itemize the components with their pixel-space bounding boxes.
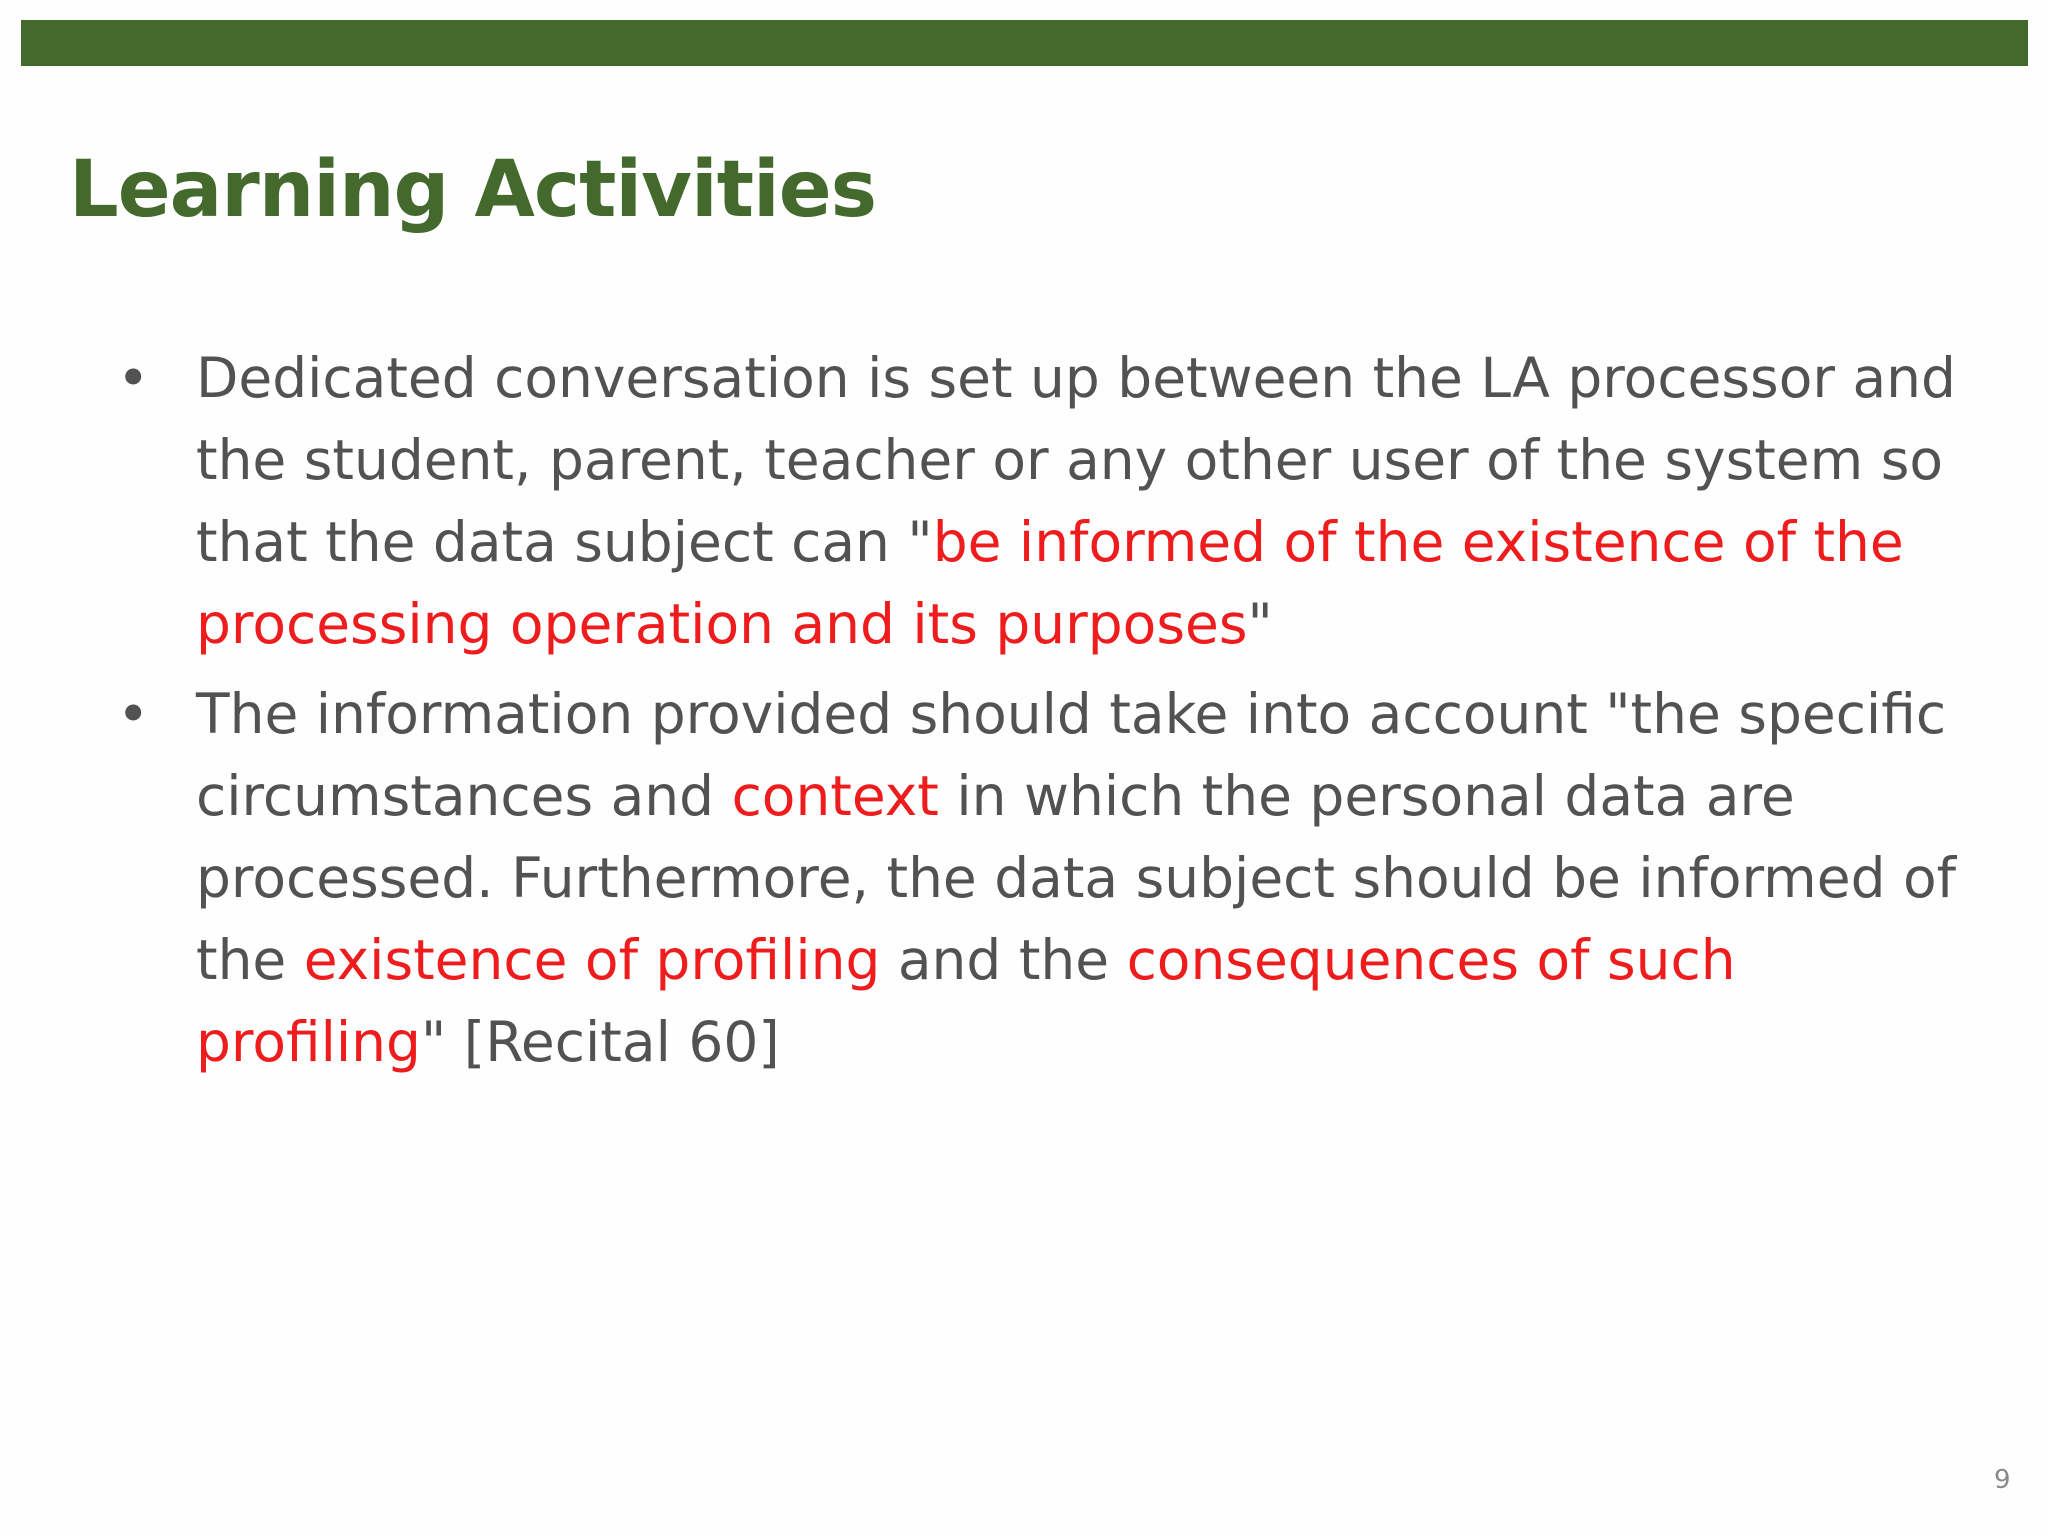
text-run: in which the personal data are bbox=[938, 764, 1795, 828]
bullet-dot-icon: • bbox=[117, 682, 150, 746]
bullet-line bbox=[196, 919, 1996, 1001]
page-number: 9 bbox=[1994, 1465, 2011, 1495]
bullet-dot-icon: • bbox=[117, 346, 150, 410]
bullet-line bbox=[196, 583, 1996, 665]
text-run: and the bbox=[880, 928, 1127, 992]
text-run: " bbox=[1247, 592, 1273, 656]
text-run: that the data subject can " bbox=[196, 510, 933, 574]
bullet-line bbox=[196, 419, 1996, 501]
bullet-line bbox=[196, 501, 1996, 583]
highlighted-text: be informed of the existence of the bbox=[932, 510, 1904, 574]
bullet-line bbox=[196, 673, 1996, 755]
bullet-list bbox=[0, 337, 2048, 1091]
text-run: circumstances and bbox=[196, 764, 732, 828]
bullet-item bbox=[0, 337, 1996, 665]
bullet-line bbox=[196, 337, 1996, 419]
text-run: Dedicated conversation is set up between the LA processor and bbox=[196, 346, 1956, 410]
bullet-line bbox=[196, 755, 1996, 837]
highlighted-text: consequences of such bbox=[1126, 928, 1736, 992]
highlighted-text: existence of profiling bbox=[303, 928, 881, 992]
highlighted-text: profiling bbox=[196, 1010, 421, 1074]
top-accent-bar bbox=[21, 20, 2028, 66]
text-run: " [Recital 60] bbox=[420, 1010, 780, 1074]
bullet-line bbox=[196, 837, 1996, 919]
text-run: the bbox=[196, 928, 304, 992]
text-run: the student, parent, teacher or any other user of the system so bbox=[196, 428, 1944, 492]
bullet-item bbox=[0, 673, 1996, 1083]
bullet-line bbox=[196, 1001, 1996, 1083]
highlighted-text: context bbox=[731, 764, 939, 828]
highlighted-text: processing operation and its purposes bbox=[196, 592, 1248, 656]
text-run: processed. Furthermore, the data subject should be informed of bbox=[196, 846, 1956, 910]
slide-title: Learning Activities bbox=[69, 145, 877, 235]
text-run: The information provided should take into account "the specific bbox=[196, 682, 1947, 746]
